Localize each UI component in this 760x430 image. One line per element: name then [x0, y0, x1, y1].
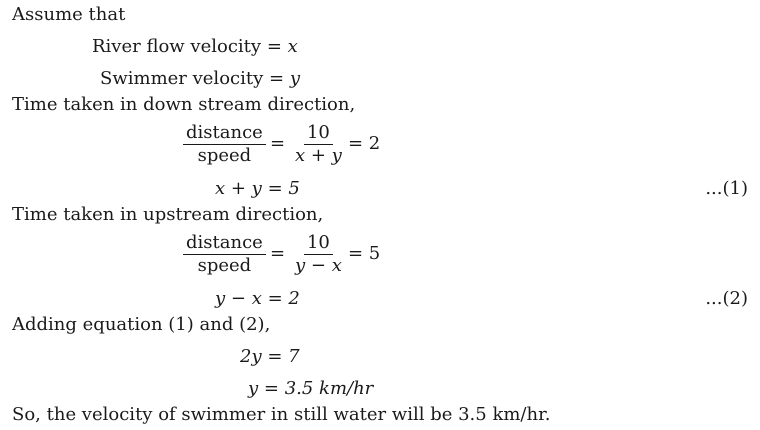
equals-sign: = — [270, 133, 286, 154]
fraction-denominator: x + y — [295, 145, 342, 166]
downstream-fraction-values — [292, 123, 345, 166]
equation-2: y − x = 2 — [215, 288, 300, 309]
equals-sign: = — [269, 68, 285, 89]
downstream-fraction-distance-speed — [183, 123, 266, 166]
fraction-numerator: 10 — [304, 233, 333, 255]
equals-sign: = — [266, 36, 282, 57]
adding-intro: Adding equation (1) and (2), — [12, 314, 271, 335]
equation-ref-2: ...(2) — [705, 288, 748, 309]
adding-step-2: y = 3.5 km/hr — [248, 378, 374, 399]
fraction-numerator: distance — [183, 123, 266, 145]
upstream-fraction-distance-speed — [183, 233, 266, 276]
fraction-numerator: 10 — [304, 123, 333, 145]
river-velocity-line — [92, 36, 298, 58]
fraction-denominator: speed — [197, 145, 252, 166]
upstream-result: = 5 — [348, 243, 381, 264]
equation-1: x + y = 5 — [215, 178, 300, 199]
conclusion-line: So, the velocity of swimmer in still water will be 3.5 km/hr. — [12, 404, 551, 425]
adding-step-1: 2y = 7 — [240, 346, 300, 367]
upstream-fraction-values — [292, 233, 345, 276]
var-y: y — [289, 68, 300, 89]
var-x: x — [287, 36, 298, 57]
fraction-denominator: speed — [197, 255, 252, 276]
downstream-result: = 2 — [348, 133, 381, 154]
fraction-numerator: distance — [183, 233, 266, 255]
assume-line: Assume that — [12, 4, 126, 25]
upstream-intro: Time taken in upstream direction, — [12, 204, 324, 225]
swimmer-label: Swimmer velocity — [100, 68, 264, 89]
equation-ref-1: ...(1) — [705, 178, 748, 199]
fraction-denominator: y − x — [295, 255, 342, 276]
river-label: River flow velocity — [92, 36, 262, 57]
equals-sign: = — [270, 243, 286, 264]
swimmer-velocity-line — [100, 68, 300, 90]
downstream-intro: Time taken in down stream direction, — [12, 94, 356, 115]
